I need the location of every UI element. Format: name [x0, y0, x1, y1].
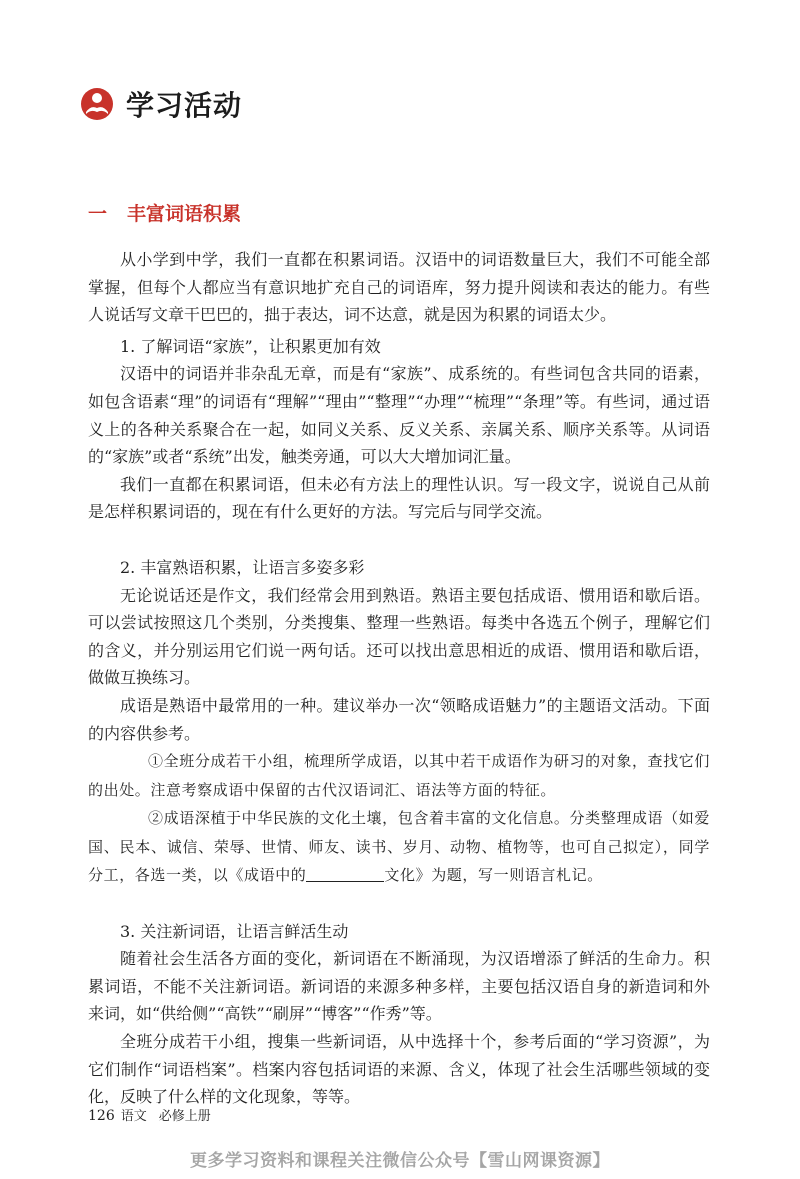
list-item: ②成语深植于中华民族的文化土壤，包含着丰富的文化信息。分类整理成语（如爱国、民本、诚信、荣辱、世情、师友、读书、岁月、动物、植物等，也可自己拟定），同学分工，各选一类，以《成语中的 文化》为题，写一则语言札记。: [88, 809, 710, 885]
section-heading: [88, 199, 241, 226]
page-title: 学习活动: [126, 89, 243, 122]
page-number: 126: [88, 1108, 115, 1124]
subsection-heading-2: 2. 丰富熟语积累，让语言多姿多彩: [120, 557, 365, 577]
subject-label: 语文: [120, 1109, 147, 1124]
watermark-text: 更多学习资料和课程关注微信公众号【雪山网课资源】: [190, 1151, 610, 1171]
article-body: [88, 246, 710, 1111]
paragraph: 无论说话还是作文，我们经常会用到熟语。熟语主要包括成语、惯用语和歇后语。可以尝试按照这几个类别，分类搜集、整理一些熟语。每类中各选五个例子，理解它们的含义，并分别运用它们说一两句话。还可以找出意思相近的成语、惯用语和歇后语，做做互换练习。: [88, 585, 710, 688]
subsection-heading-1: 1. 了解词语“家族”，让积累更加有效: [120, 336, 381, 356]
paragraph: 我们一直都在积累词语，但未必有方法上的理性认识。写一段文字，说说自己从前是怎样积累词语的，现在有什么更好的方法。写完后与同学交流。: [88, 474, 710, 522]
page-footer: [88, 1105, 211, 1124]
reading-person-icon: [80, 87, 114, 121]
fill-in-blank: [306, 866, 384, 882]
paragraph: 汉语中的词语并非杂乱无章，而是有“家族”、成系统的。有些词包含共同的语素，如包含语素“理”的词语有“理解”“理由”“整理”“办理”“梳理”“条理”等。有些词，通过语义上的各种关系聚合在一起，如同义关系、反义关系、亲属关系、顺序关系等。从词语的“家族”或者“系统”出发，触类旁通，可以大大增加词汇量。: [88, 364, 710, 467]
volume-label: 必修上册: [158, 1109, 211, 1124]
subsection-heading-3: 3. 关注新词语，让语言鲜活生动: [120, 921, 349, 941]
list-item: ①全班分成若干小组，梳理所学成语，以其中若干成语作为研习的对象，查找它们的出处。注意考察成语中保留的古代汉语词汇、语法等方面的特征。: [88, 752, 710, 799]
paragraph: 全班分成若干小组，搜集一些新词语，从中选择十个，参考后面的“学习资源”，为它们制作“词语档案”。档案内容包括词语的来源、含义，体现了社会生活哪些领域的变化，反映了什么样的文化现象，等等。: [88, 1031, 710, 1107]
activity-list: [88, 747, 710, 890]
paragraph: 随着社会生活各方面的变化，新词语在不断涌现，为汉语增添了鲜活的生命力。积累词语，不能不关注新词语。新词语的来源多种多样，主要包括汉语自身的新造词和外来词，如“供给侧”“高铁”“刷屏”“博客”“作秀”等。: [88, 949, 710, 1024]
section-number: 一: [88, 203, 108, 225]
page-header: [80, 84, 242, 124]
paragraph: 成语是熟语中最常用的一种。建议举办一次“领略成语魅力”的主题语文活动。下面的内容供参考。: [88, 695, 710, 743]
intro-paragraph: 从小学到中学，我们一直都在积累词语。汉语中的词语数量巨大，我们不可能全部掌握，但每个人都应当有意识地扩充自己的词语库，努力提升阅读和表达的能力。有些人说话写文章干巴巴的，拙于表达，词不达意，就是因为积累的词语太少。: [88, 250, 710, 325]
section-title: 丰富词语积累: [127, 203, 242, 225]
